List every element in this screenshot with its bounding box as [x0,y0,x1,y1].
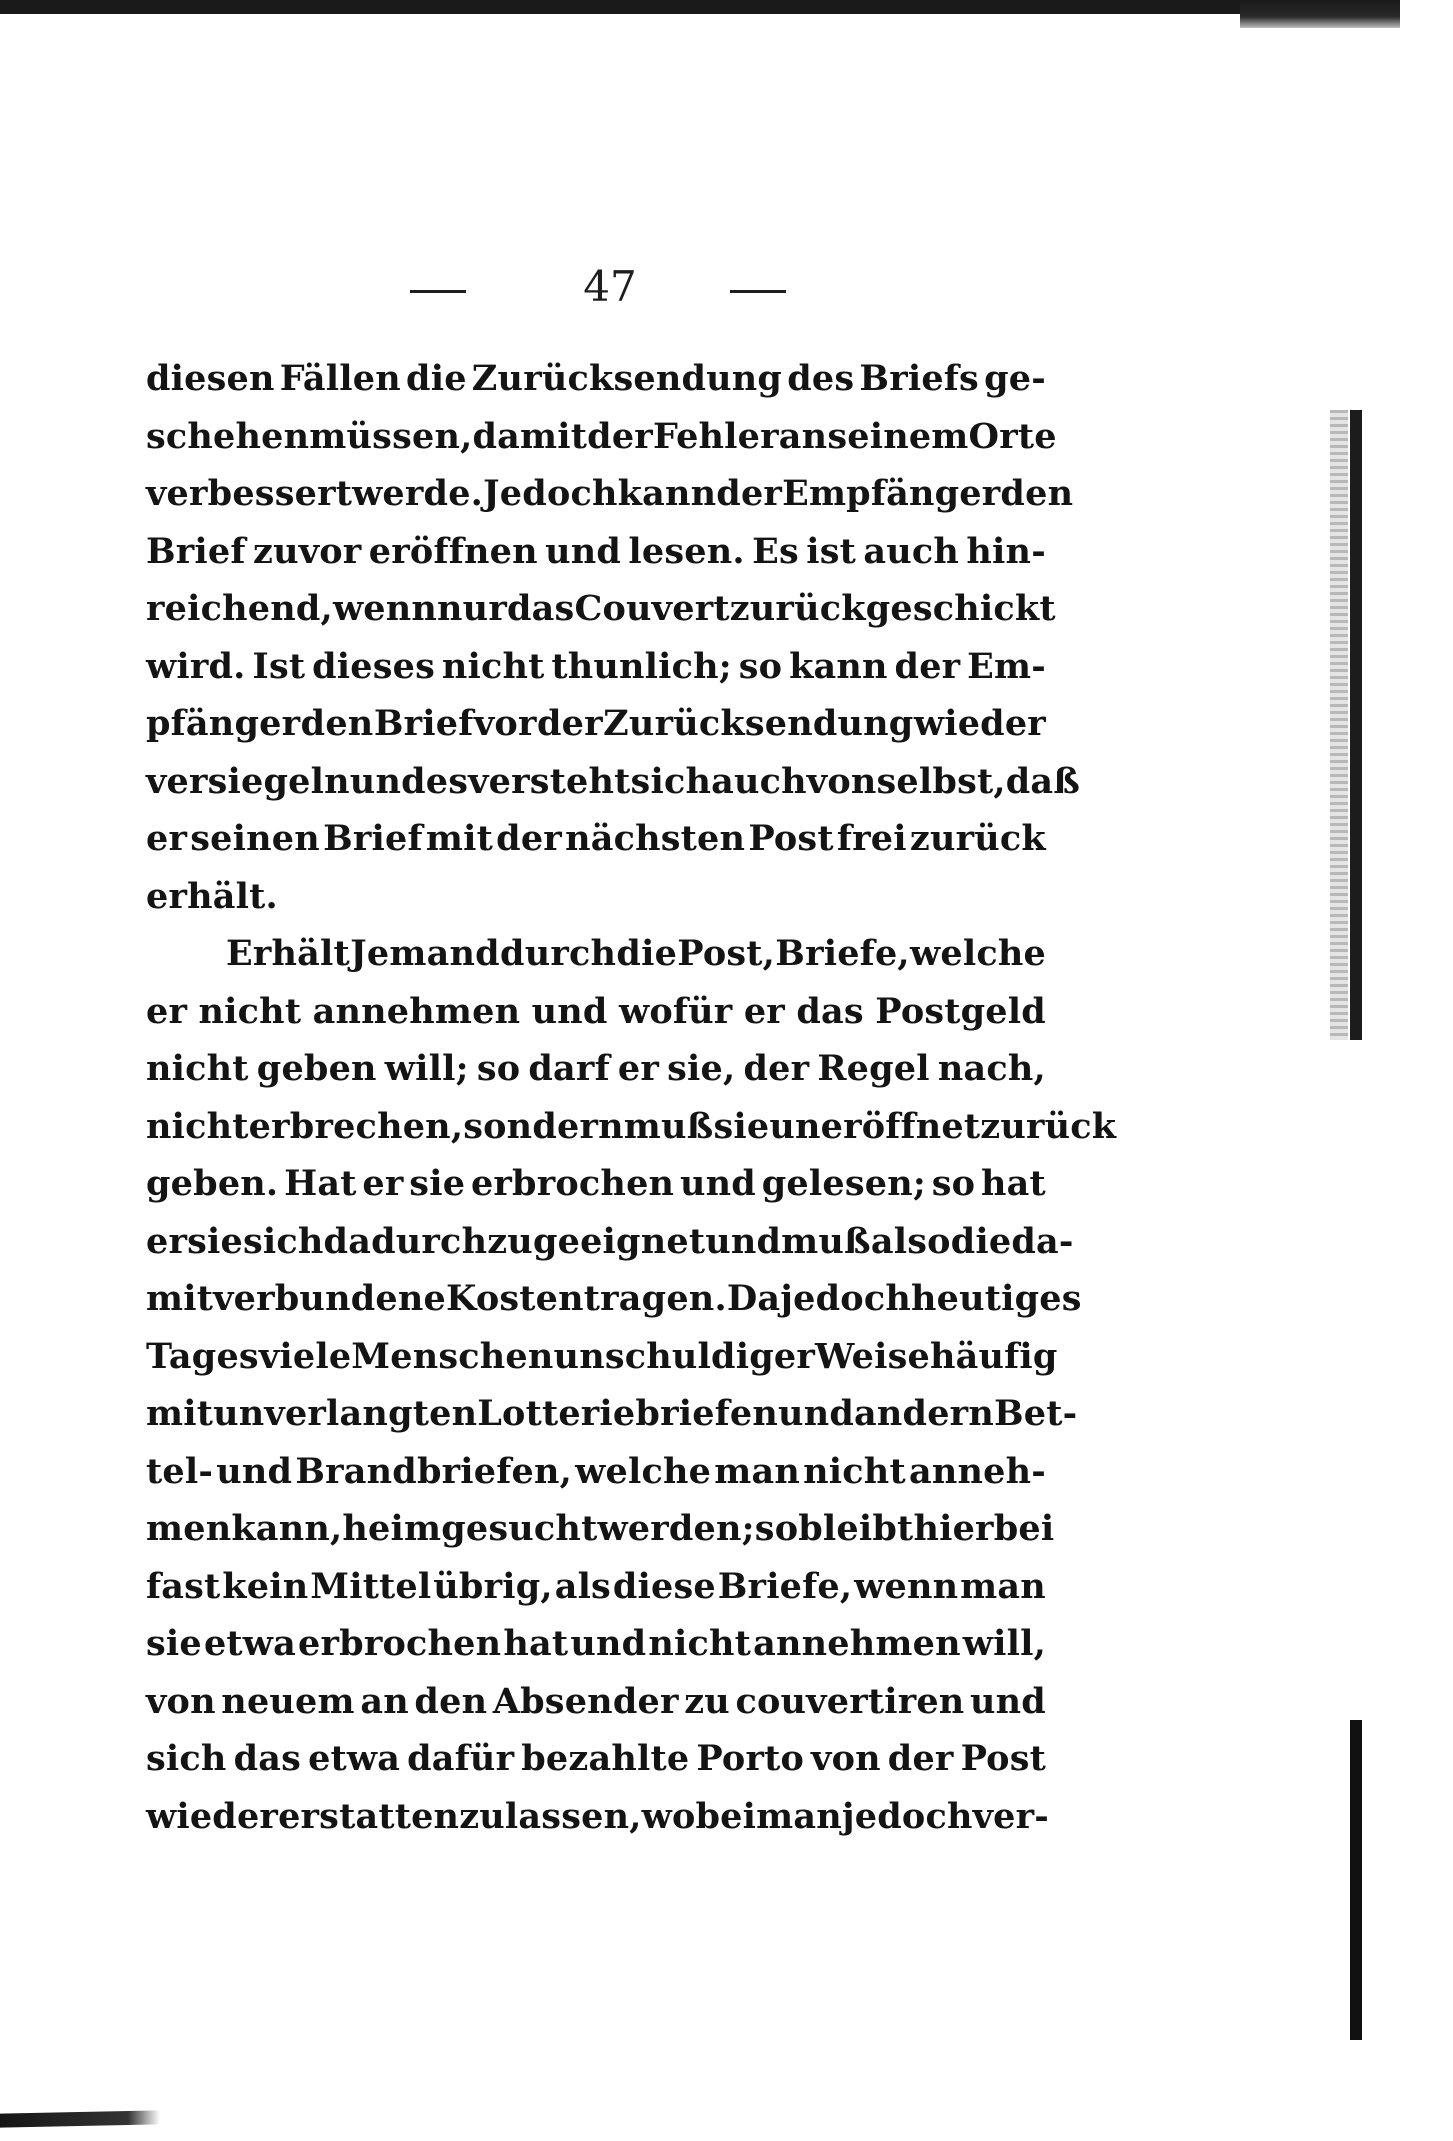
word: hin- [966,530,1046,572]
word: ge- [984,358,1046,399]
word: von [806,760,877,802]
text-line [146,523,1046,581]
word: sie [409,1163,466,1204]
word: und [570,1623,647,1664]
word: nicht [146,1105,249,1147]
word: zurück [980,1105,1117,1147]
word: andern [854,1393,994,1434]
word: wird. [146,645,246,687]
word: nicht [803,1450,906,1492]
word: annehmen [753,1623,961,1664]
word: Da [726,1278,781,1319]
text-line [146,408,1057,466]
scan-edge-bottom [0,2110,160,2127]
word: unschuldiger [553,1335,815,1377]
text-line [146,465,1074,523]
word: auch [711,760,807,802]
word: er [362,1163,404,1204]
word: als [554,1565,611,1607]
word: geben [256,1048,377,1089]
word: sie [187,1220,243,1262]
word: bleibt [798,1508,914,1549]
word: tragen. [583,1278,727,1319]
word: Menschen [351,1335,554,1377]
word: geben. [146,1163,279,1204]
word: der [587,415,653,457]
word: lassen, [504,1795,642,1837]
word: kann, [231,1508,343,1549]
word: damit [472,415,588,457]
word: die [950,1220,1012,1262]
word: erbrechen, [248,1105,464,1147]
word: und [679,1163,756,1204]
word: annehmen [312,990,521,1032]
word: wieder [913,703,1046,744]
word: häufig [930,1335,1058,1377]
word: dafür [407,1738,515,1779]
text-line [146,1558,1046,1616]
word: und [216,1450,293,1492]
word: unverlangten [213,1393,478,1434]
word: an [778,415,828,457]
word: er [146,1220,188,1262]
word: den [414,1680,488,1722]
word: Briefe, [775,933,910,974]
word: nächsten [565,818,746,859]
text-line [146,638,1046,696]
word: des [787,358,855,399]
word: und [349,760,426,802]
word: von [811,1738,881,1779]
word: versteht [468,760,631,802]
word: man [714,1450,800,1492]
word: wenn [332,588,438,629]
word: kann [617,473,717,514]
word: reichend, [146,588,333,629]
text-line [146,1443,1046,1501]
word: jedoch [780,1278,911,1319]
word: das [796,990,864,1032]
word: erbrochen [298,1623,502,1664]
word: neuem [221,1680,355,1722]
word: frei [836,818,907,859]
word: müssen, [309,415,473,457]
word: viele [258,1335,352,1377]
word: Em- [967,645,1046,687]
text-line [146,1155,1046,1213]
running-header [400,262,800,322]
word: Erhält [226,933,350,974]
word: Hat [284,1163,357,1204]
text-line [146,1213,1074,1271]
word: der [496,818,562,859]
text-line [146,1098,1117,1156]
word: erbrochen [470,1163,675,1204]
word: Jedoch [483,473,618,514]
word: couvertiren [735,1680,965,1722]
word: den [300,703,374,744]
word: ist [806,530,857,572]
word: der [894,645,961,687]
word: verbessert [146,473,353,514]
word: hat [981,1163,1046,1204]
word: anneh- [908,1450,1046,1492]
word: Post [748,818,834,859]
text-line [146,1040,1046,1098]
word: etwa [308,1738,401,1779]
word: hat [503,1623,569,1664]
scan-margin-bar-lower [1350,1720,1362,2040]
word: geschickt [865,588,1056,629]
word: Post [960,1738,1046,1779]
scan-edge-top [0,0,1300,14]
text-line [146,1615,1046,1673]
word: Mittel [310,1565,432,1607]
paragraph-1 [146,350,1081,925]
word: Tages [146,1335,259,1377]
word: zurück [909,818,1046,859]
word: men [146,1508,232,1549]
scan-margin-shadow [1330,410,1348,1040]
word: thunlich; [551,645,732,687]
word: da- [1011,1220,1074,1262]
word: sich [630,760,712,802]
word: Ist [252,645,306,687]
word: die [616,933,678,974]
word: nur [437,588,507,629]
word: der [743,1048,810,1089]
word: durch [500,933,617,974]
word: uneröffnet [769,1105,981,1147]
word: nicht [648,1623,752,1664]
word: Kosten [445,1278,584,1319]
body-text [146,350,1117,1845]
word: pfänger [146,703,301,744]
word: nicht [146,1048,249,1089]
word: dadurch [323,1220,488,1262]
word: und [531,990,608,1032]
word: nach, [937,1048,1046,1089]
text-line [146,983,1046,1041]
word: versiegeln [146,760,350,802]
word: diese [612,1565,716,1607]
word: es [425,760,469,802]
word: wofür [619,990,733,1032]
text-line: erhält. [146,875,278,917]
word: Fällen [279,358,401,399]
text-line [146,1730,1046,1788]
text-line [146,1500,1055,1558]
word: so [754,1508,799,1549]
word: und [705,1220,782,1262]
word: Zurücksendung [603,703,914,744]
word: mit [146,1278,214,1319]
word: die [406,358,467,399]
word: von [146,1680,216,1722]
word: Empfänger [782,473,1001,514]
word: wenn [854,1565,959,1607]
word: eröffnen [368,530,538,572]
word: er [743,990,785,1032]
word: das [506,588,575,629]
word: mit [425,818,493,859]
word: sie [146,1623,202,1664]
word: Briefs [859,358,979,399]
word: und [545,530,622,572]
text-line [146,1673,1046,1731]
word: seinem [827,415,969,457]
word: Jemand [350,933,500,974]
word: Weise [815,1335,930,1377]
header-dash-left [410,290,466,293]
word: Couvert [574,588,730,629]
word: wieder [146,1795,279,1837]
word: mit [146,1393,214,1434]
word: welche [910,933,1046,974]
word: zugeeignet [487,1220,706,1262]
word: er [146,990,188,1032]
word: Post, [677,933,776,974]
word: man [960,1565,1046,1607]
word: Bet- [993,1393,1078,1434]
word: der [537,703,603,744]
word: kein [222,1565,309,1607]
word: verbundene [213,1278,446,1319]
word: sie [713,1105,770,1147]
word: diesen [146,358,275,399]
word: etwa [203,1623,296,1664]
word: werden; [597,1508,755,1549]
word: und [970,1680,1046,1722]
word: hierbei [913,1508,1055,1549]
scan-margin-bar-upper [1350,410,1362,1040]
word: selbst, [876,760,1006,802]
header-dash-right [730,290,786,293]
word: das [233,1738,302,1779]
word: Regel [817,1048,930,1089]
word: sondern [463,1105,624,1147]
word: nicht [198,990,302,1032]
word: ver- [972,1795,1049,1837]
text-line [146,925,1046,983]
word: an [360,1680,409,1722]
word: sich [146,1738,227,1779]
text-line [146,350,1046,408]
word: Brief [373,703,474,744]
text-line [146,580,1056,638]
text-line [146,810,1046,868]
word: zu [459,1795,505,1837]
word: den [1000,473,1074,514]
page-number: 47 [583,262,637,311]
word: nicht [441,645,545,687]
word: zu [684,1680,730,1722]
word: auch [863,530,960,572]
word: Brief [323,818,423,859]
word: zuvor [253,530,362,572]
word: also [870,1220,951,1262]
text-line [146,1788,1049,1846]
word: so [931,1163,976,1204]
word: bezahlte [521,1738,690,1779]
word: Lotteriebriefen [477,1393,779,1434]
word: heutiges [911,1278,1082,1319]
word: muß [781,1220,871,1262]
word: muß [623,1105,714,1147]
word: fast [146,1565,221,1607]
word: zurück [729,588,866,629]
word: Brandbriefen, [295,1450,572,1492]
word: Porto [696,1738,805,1779]
word: erstatten [278,1795,460,1837]
word: übrig, [433,1565,553,1607]
word: dieses [312,645,435,687]
word: gelesen; [761,1163,926,1204]
word: lesen. [628,530,745,572]
scan-edge-top-shadow [1240,0,1400,28]
word: wobei [641,1795,757,1837]
word: will; [384,1048,469,1089]
paragraph-2 [146,925,1117,1845]
word: kann [789,645,888,687]
word: Fehler [652,415,779,457]
word: Brief [146,530,246,572]
word: so [476,1048,521,1089]
word: Absender [492,1680,679,1722]
word: man [756,1795,842,1837]
text-line [146,695,1046,753]
word: welche [575,1450,712,1492]
word: Briefe, [717,1565,853,1607]
word: Es [752,530,799,572]
word: er [617,1048,660,1089]
word: und [778,1393,855,1434]
word: will, [962,1623,1046,1664]
word: sich [242,1220,324,1262]
word: schehen [146,415,310,457]
word: er [146,818,188,859]
word: werde. [352,473,484,514]
text-line [146,1270,1082,1328]
word: darf [528,1048,610,1089]
word: Zurücksendung [471,358,783,399]
word: sie, [667,1048,736,1089]
word: Orte [968,415,1057,457]
word: so [738,645,783,687]
word: der [716,473,783,514]
word: Postgeld [875,990,1046,1032]
text-line [146,753,1081,811]
word: seinen [190,818,320,859]
word: tel- [146,1450,214,1492]
word: der [887,1738,954,1779]
text-line [146,1385,1078,1443]
word: heimgesucht [342,1508,598,1549]
word: daß [1005,760,1081,802]
text-line [146,1328,1058,1386]
word: jedoch [841,1795,973,1837]
word: vor [473,703,537,744]
